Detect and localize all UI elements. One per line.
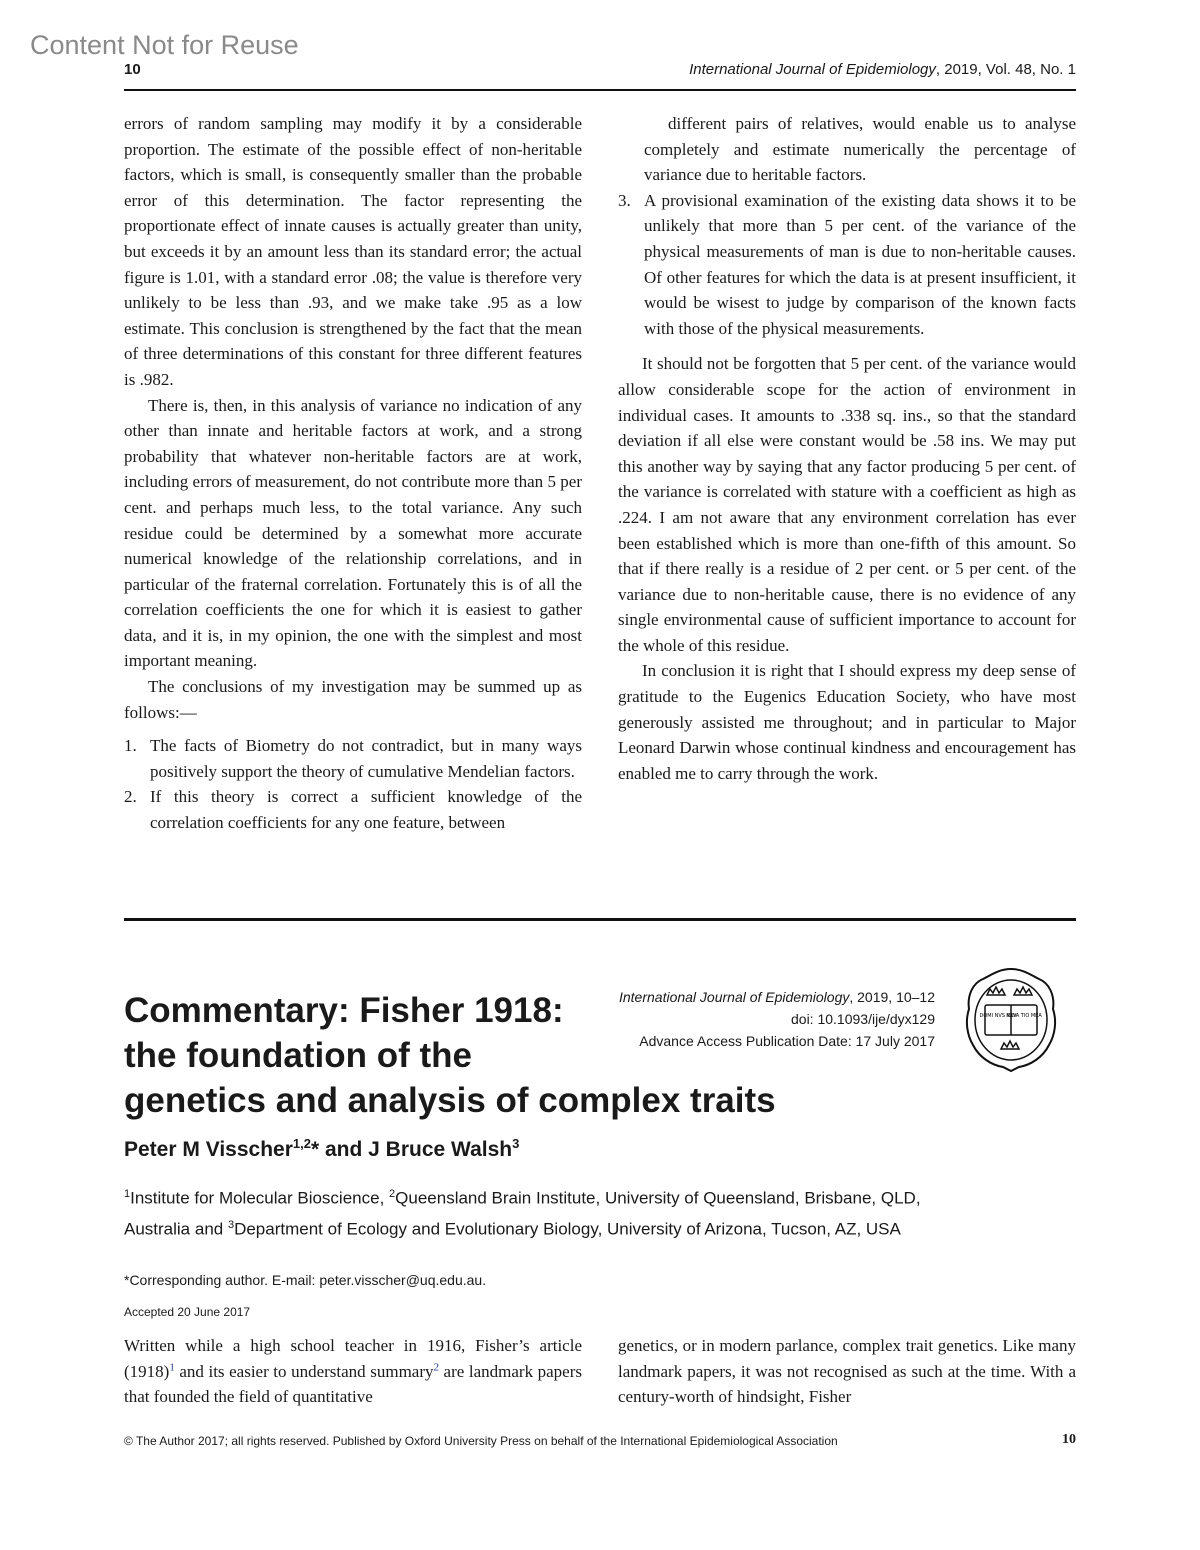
list-item — [124, 733, 582, 784]
affiliation-marker: 2 — [389, 1188, 396, 1200]
article1-left-column — [124, 111, 582, 836]
copyright-footer: © The Author 2017; all rights reserved. Published by Oxford University Press on behalf of the International Epidemiological Association — [124, 1434, 838, 1448]
authors — [124, 1136, 519, 1162]
oxford-seal-icon — [965, 965, 1057, 1073]
body-text: are landmark papers that founded the field of quantitative — [124, 1361, 582, 1407]
section-rule — [124, 918, 1076, 921]
title-line: the foundation of the — [124, 1036, 472, 1075]
watermark: Content Not for Reuse — [30, 30, 299, 60]
body-text: and its easier to understand summary — [174, 1361, 434, 1381]
seal-text-left: DOMI NVS ILLV — [979, 1013, 1017, 1019]
conclusions-list — [124, 733, 582, 835]
publication-info — [619, 986, 935, 1052]
corresponding-marker: * — [310, 1138, 320, 1161]
running-header-journal: International Journal of Epidemiology — [689, 61, 936, 78]
corresponding-author: *Corresponding author. E-mail: peter.visscher@uq.edu.au. — [124, 1272, 487, 1288]
list-text: The facts of Biometry do not contradict, but in many ways positively support the theory of cumulative Mendelian factors. — [150, 736, 582, 781]
paragraph: It should not be forgotten that 5 per cent. of the variance would allow considerable scope for the action of environment in individual cases. It amounts to .338 sq. ins., so that the standard deviation if all else were constant would be .58 ins. We may put this another way by saying that any factor producing 5 per cent. of the variance is correlated with stature with a coefficient as high as .224. I am not aware that any environment correlation has ever been established which is more than one-fifth of this amount. So that if there really is a residue of 2 per cent. or 5 per cent. of the variance due to non-heritable cause, there is no evidence of any single environmental cause of sufficient importance to account for the whole of this residue. — [618, 354, 1076, 655]
author-affiliation-marker: 3 — [512, 1136, 520, 1151]
affiliation-text: Department of Ecology and Evolutionary Biology, University of Arizona, Tucson, AZ, USA — [234, 1219, 901, 1239]
list-number: 3. — [618, 190, 631, 210]
affiliations — [124, 1181, 936, 1242]
paragraph: errors of random sampling may modify it by a considerable proportion. The estimate of the possible effect of non-heritable factors, which is small, is consequently smaller than the probable error of this determination. The factor representing the proportionate effect of innate causes is actually greater than unity, but exceeds it by an amount less than its standard error; the actual figure is 1.01, with a standard error .08; the value is therefore very unlikely to be less than .93, and we make take .95 as a low estimate. This conclusion is strengthened by the fact that the mean of three determinations of this constant for three different features is .982. — [124, 114, 582, 389]
reference-link[interactable]: 2 — [433, 1360, 439, 1373]
page-number: 10 — [124, 61, 141, 78]
pub-journal-name: International Journal of Epidemiology — [618, 989, 850, 1005]
seal-text-right: MINA TIO MEA — [1006, 1013, 1042, 1019]
list-text: If this theory is correct a sufficient knowledge of the correlation coefficients for any one feature, between — [150, 787, 582, 833]
paragraph: The conclusions of my investigation may be summed up as follows:— — [124, 677, 582, 722]
title-line: genetics and analysis of complex traits — [124, 1081, 776, 1120]
commentary-right-column: genetics, or in modern parlance, complex trait genetics. Like many landmark papers, it was not recognised as such at the time. With a century-worth of hindsight, Fisher — [618, 1336, 1076, 1407]
list-item — [618, 188, 1076, 342]
pub-journal-pages: , 2019, 10–12 — [849, 989, 935, 1005]
affiliation-marker: 1 — [124, 1188, 131, 1200]
affiliation-text: Queensland Brain Institute, University of Queensland, Brisbane, QLD, Australia and — [124, 1188, 921, 1239]
affiliation-text: Institute for Molecular Bioscience, — [130, 1188, 390, 1208]
list-text: A provisional examination of the existing data shows it to be unlikely that more than 5 per cent. of the variance of the physical measurements of man is due to non-heritable causes. Of other features for which the data is at present insufficient, it would be wisest to judge by comparison of the known facts with those of the physical measurements. — [644, 190, 1076, 338]
article1-right-column — [618, 111, 1076, 786]
list-item-continuation: different pairs of relatives, would enable us to analyse completely and estimate numerically the percentage of variance due to heritable factors. — [644, 114, 1076, 185]
reference-link[interactable]: 1 — [169, 1360, 175, 1373]
list-number: 2. — [124, 787, 137, 807]
paragraph: In conclusion it is right that I should express my deep sense of gratitude to the Eugenics Education Society, who have most generously assisted me throughout; and in particular to Major Leonard Darwin whose continual kindness and encouragement has enabled me to carry through the work. — [618, 661, 1076, 783]
running-header — [689, 61, 1076, 78]
footer-page-number: 10 — [1062, 1432, 1076, 1447]
conclusions-list-continued — [618, 188, 1076, 342]
author-name: J Bruce Walsh — [368, 1138, 513, 1161]
author-name: Peter M Visscher — [124, 1138, 293, 1161]
list-number: 1. — [124, 736, 137, 756]
author-affiliation-marker: 1,2 — [292, 1136, 311, 1151]
doi: doi: 10.1093/ije/dyx129 — [791, 1011, 935, 1027]
accepted-date: Accepted 20 June 2017 — [124, 1305, 251, 1319]
running-header-volume: , 2019, Vol. 48, No. 1 — [935, 61, 1076, 78]
list-item — [124, 784, 582, 835]
pub-journal — [619, 986, 935, 1008]
title-line: Commentary: Fisher 1918: — [124, 991, 564, 1030]
author-conjunction: and — [319, 1138, 369, 1161]
header-rule — [124, 89, 1076, 91]
paragraph: There is, then, in this analysis of variance no indication of any other than innate and heritable factors at work, and a strong probability that whatever non-heritable factors are at work, including errors of measurement, do not contribute more than 5 per cent. and perhaps much less, to the total variance. Any such residue could be determined by a somewhat more accurate numerical knowledge of the relationship correlations, and in particular of the fraternal correlation. Fortunately this is of all the correlation coefficients the one for which it is easiest to gather data, and it is, in my opinion, the one with the simplest and most important meaning. — [124, 395, 582, 671]
body-text: Written while a high school teacher in 1916, Fisher’s article (1918) — [124, 1336, 582, 1381]
affiliation-marker: 3 — [227, 1218, 235, 1231]
advance-access-date: Advance Access Publication Date: 17 July 2017 — [639, 1033, 935, 1049]
commentary-left-column — [124, 1333, 582, 1410]
